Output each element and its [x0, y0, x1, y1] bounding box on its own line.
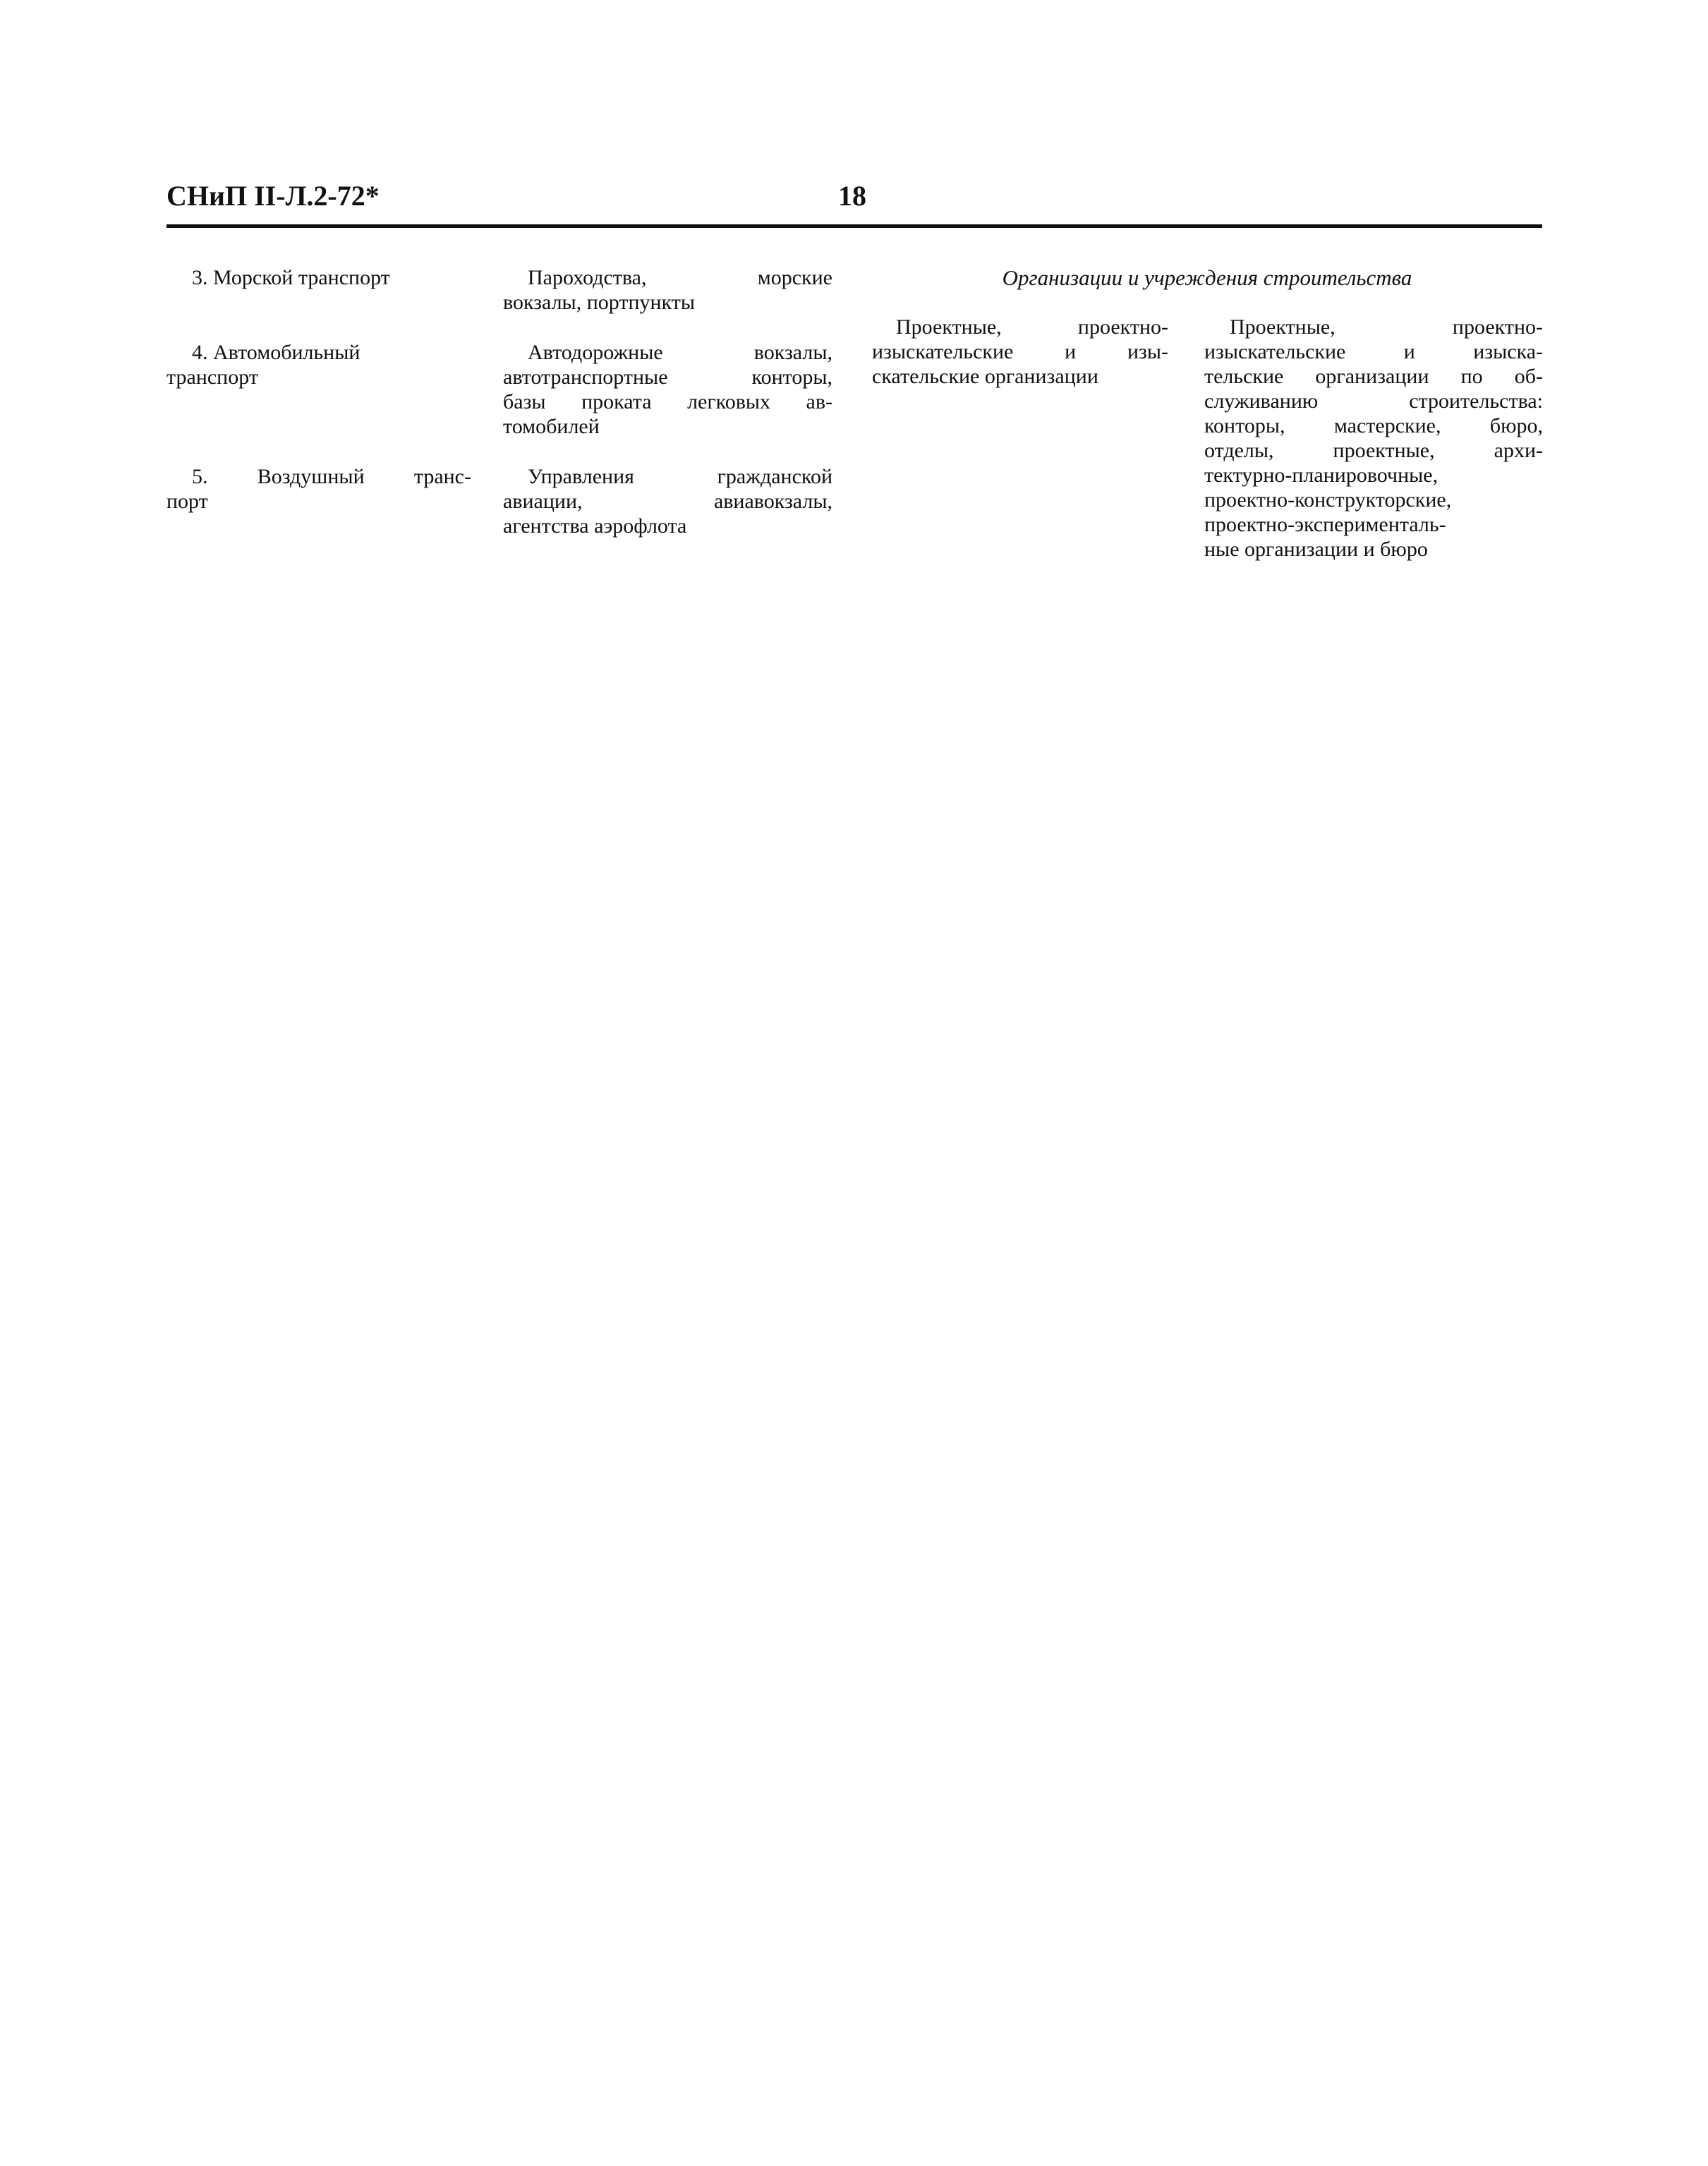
institutions-line: автотранспортные конторы, [503, 365, 832, 389]
category-cell-construction [872, 315, 1168, 389]
category-line: изыскательские и изы- [872, 340, 1168, 363]
institutions-line: Проектные, проектно- [1230, 315, 1543, 339]
institutions-line: тектурно-планировочные, [1204, 464, 1439, 487]
institutions-line: авиации, авиавокзалы, [503, 490, 832, 513]
institutions-line: отделы, проектные, архи- [1204, 439, 1543, 462]
category-line: 3. Морской транспорт [192, 266, 390, 289]
category-line: скательские организации [872, 365, 1098, 388]
institutions-line: вокзалы, портпункты [503, 291, 696, 314]
institutions-cell-maritime [503, 265, 832, 315]
category-line: Проектные, проектно- [896, 315, 1168, 339]
institutions-line: проектно-эксперименталь- [1204, 513, 1446, 536]
page-number: 18 [838, 180, 866, 212]
institutions-cell-automobile [503, 340, 832, 439]
institutions-line: конторы, мастерские, бюро, [1204, 414, 1543, 437]
category-cell-automobile [166, 340, 471, 389]
category-cell-air [166, 464, 471, 514]
institutions-line: ные организации и бюро [1204, 538, 1428, 561]
institutions-cell-air [503, 464, 832, 538]
institutions-line: Автодорожные вокзалы, [528, 341, 832, 364]
document-code: СНиП II-Л.2-72* [166, 180, 380, 212]
institutions-line: Пароходства, морские [528, 266, 832, 289]
institutions-line: тельские организации по об- [1204, 365, 1543, 388]
institutions-line: базы проката легковых ав- [503, 390, 832, 413]
category-line: порт [166, 490, 208, 513]
category-cell-maritime [166, 265, 471, 290]
institutions-line: агентства аэрофлота [503, 514, 687, 538]
section-heading: Организации и учреждения строительства [1002, 265, 1412, 290]
institutions-line: томобилей [503, 415, 600, 438]
category-line: 5. Воздушный транс- [192, 465, 471, 488]
category-line: транспорт [166, 365, 258, 389]
institutions-line: проектно-конструкторские, [1204, 488, 1452, 512]
institutions-cell-construction [1204, 315, 1543, 562]
institutions-line: Управления гражданской [528, 465, 832, 488]
institutions-line: изыскательские и изыска- [1204, 340, 1543, 363]
category-line: 4. Автомобильный [192, 341, 361, 364]
institutions-line: служиванию строительства: [1204, 389, 1543, 413]
header-rule [166, 224, 1542, 228]
